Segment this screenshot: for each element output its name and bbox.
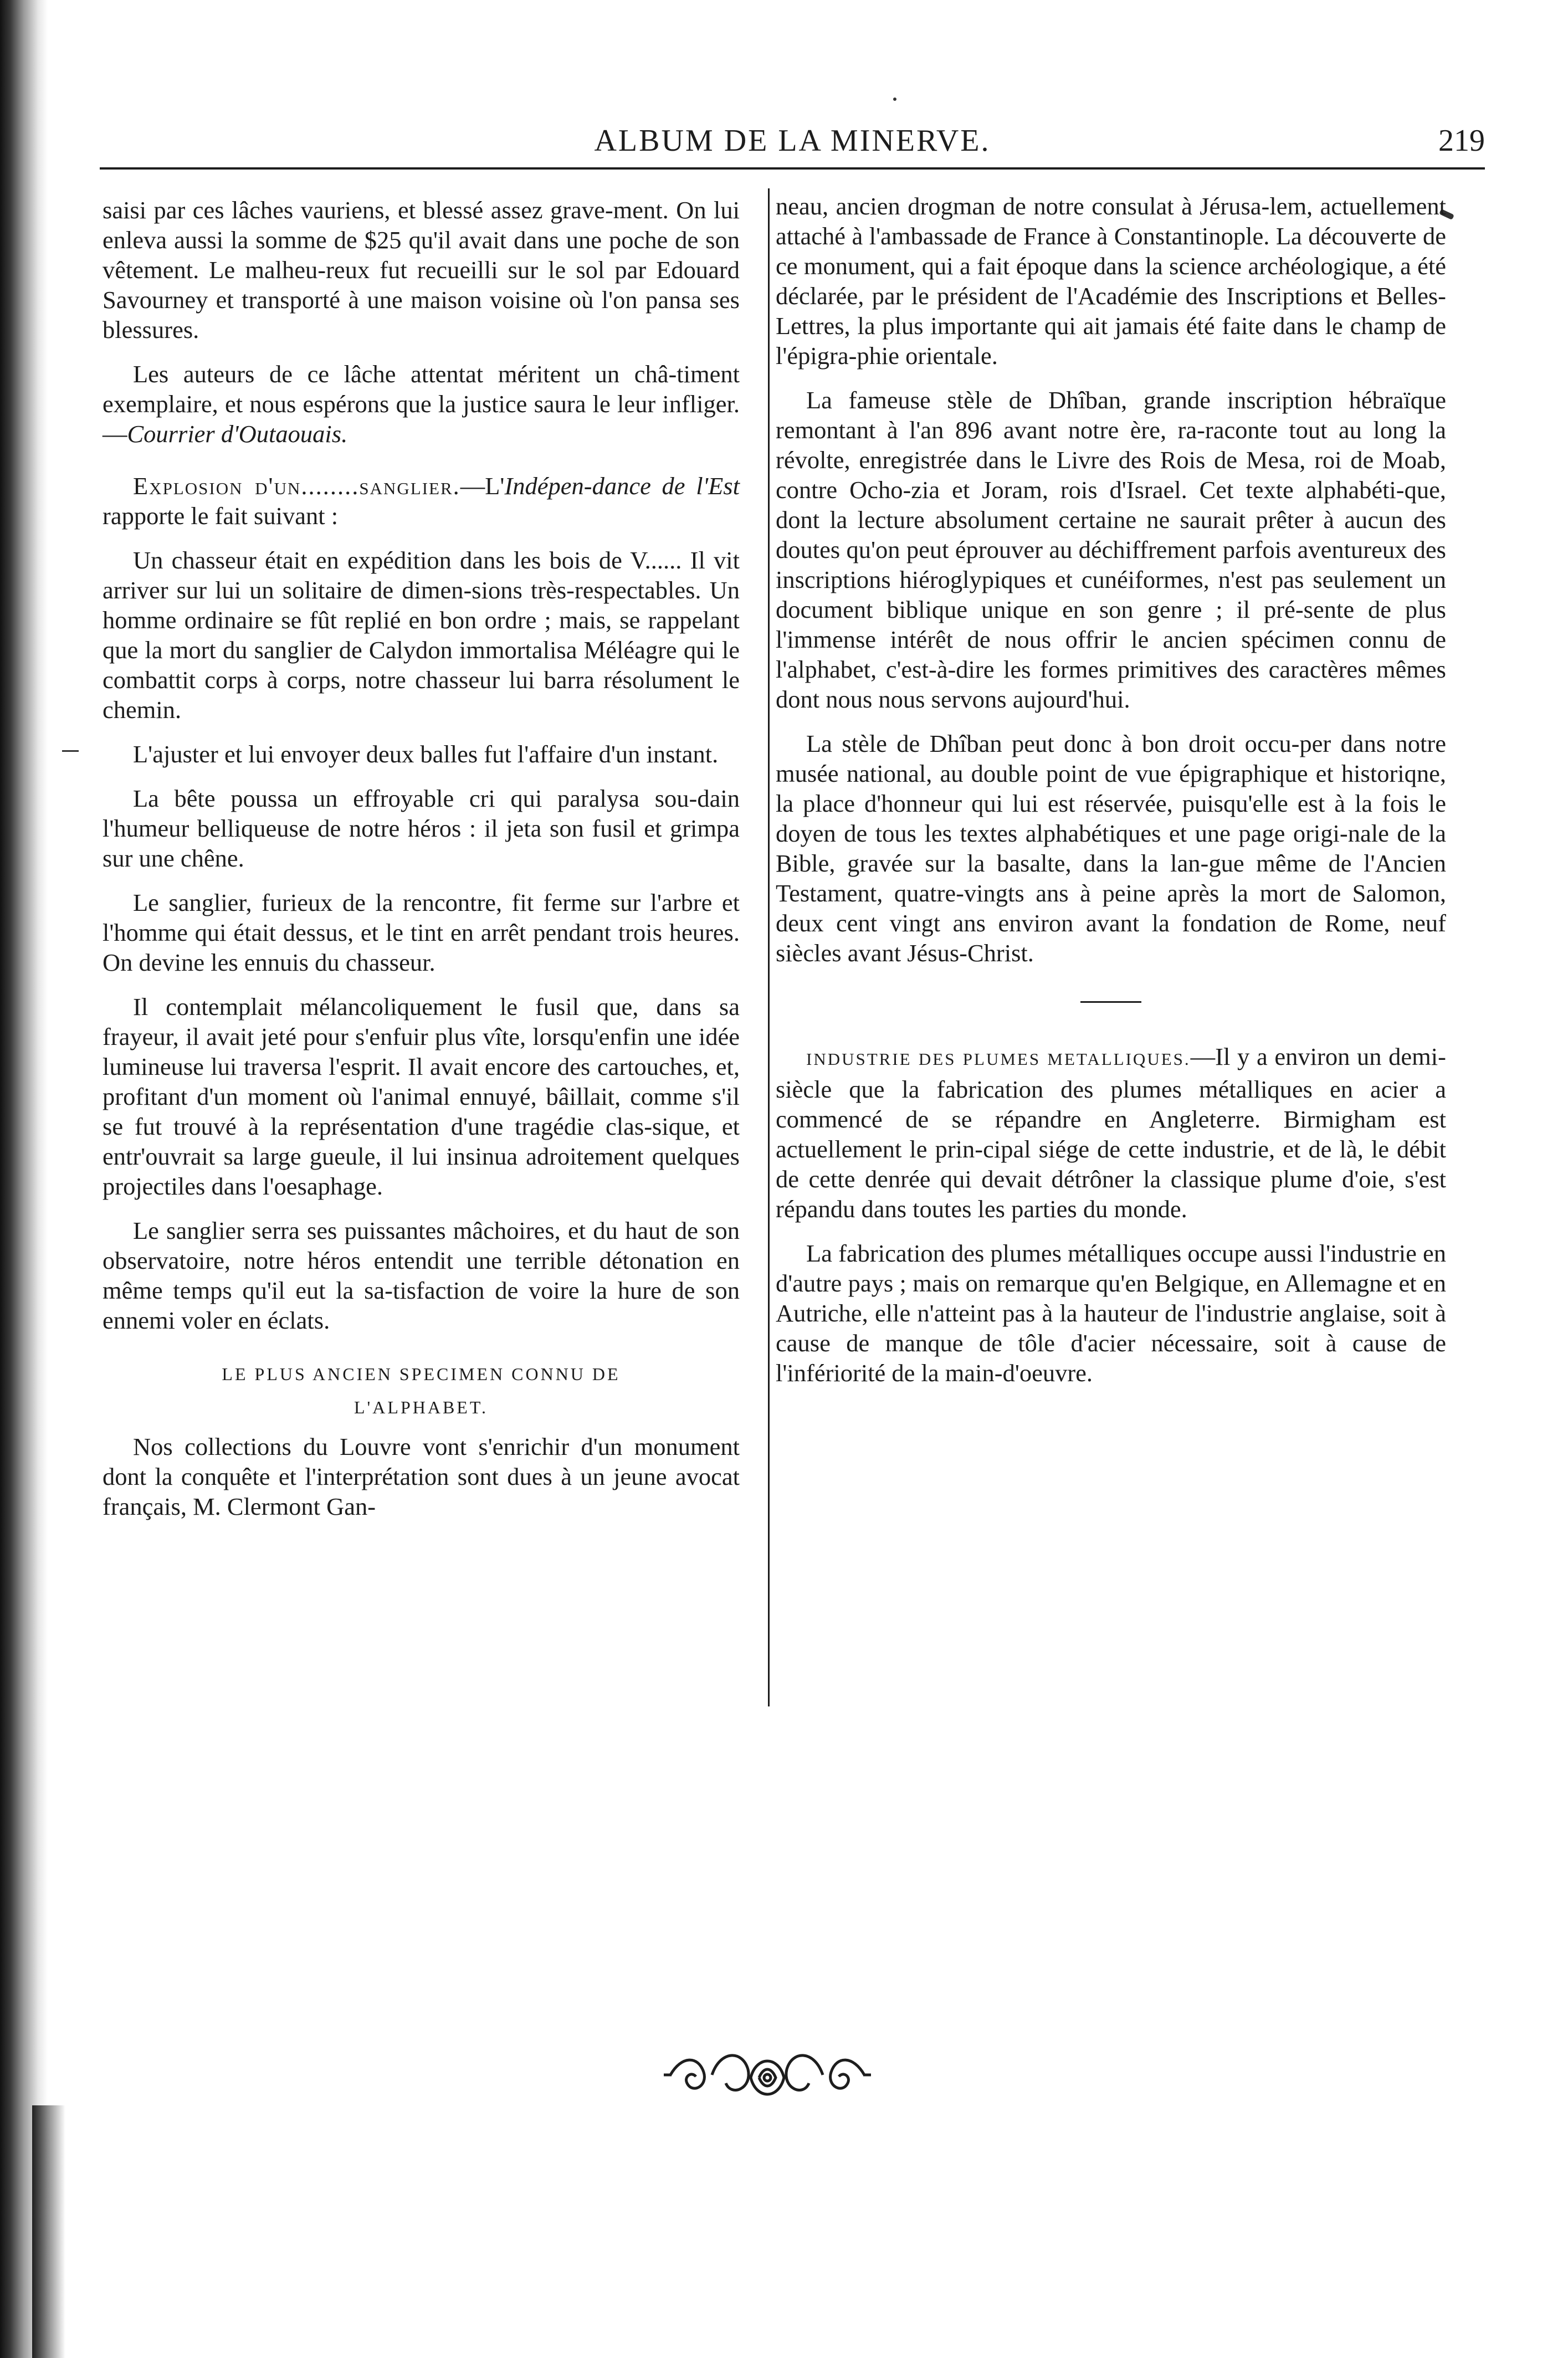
right-column	[776, 191, 1446, 1402]
paragraph: La fabrication des plumes métalliques occupe aussi l'industrie en d'autre pays ; mais on remarque qu'en Belgique, en Allemagne et en Autriche, elle n'atteint pas à la hauteur de l'industrie anglaise, soit à cause de manque de tôle d'acier nécessaire, soit à cause de l'infériorité de la main-d'oeuvre.	[776, 1239, 1446, 1387]
section-heading-line: L'ALPHABET.	[353, 1397, 489, 1417]
header-rule	[100, 167, 1485, 170]
left-column	[103, 195, 740, 1536]
section-heading-line: LE PLUS ANCIEN SPECIMEN CONNU DE	[222, 1364, 621, 1384]
paragraph: La bête poussa un effroyable cri qui paralysa sou-dain l'humeur belliqueuse de notre héros : il jeta son fusil et grimpa sur une chêne.	[103, 785, 740, 872]
paragraph: neau, ancien drogman de notre consulat à Jérusa-lem, actuellement attaché à l'ambassade de France à Constantinople. La découverte de ce monument, qui a fait époque dans la science archéologique, a été déclarée, par le président de l'Académie des Inscriptions et Belles-Lettres, la plus importante qui ait jamais été faite dans le champ de l'épigra-phie orientale.	[776, 192, 1446, 370]
paragraph: L'ajuster et lui envoyer deux balles fut l'affaire d'un instant.	[133, 740, 719, 768]
article-lead	[776, 1042, 1446, 1224]
paragraph	[103, 359, 740, 449]
paragraph: Il contemplait mélancoliquement le fusil que, dans sa frayeur, il avait jeté pour s'enfuir plus vîte, lorsqu'enfin une idée lumineuse lui traversa l'esprit. Il avait encore des cartouches, et, profitant d'un moment où l'animal ennuyé, bâillait, comme s'il se fut trouvé à la représentation d'une tragédie clas-sique, et entr'ouvrait sa large gueule, il lui insinua adroitement quelques projectiles dans l'oesaphage.	[103, 993, 740, 1200]
paragraph: La fameuse stèle de Dhîban, grande inscription hébraïque remontant à l'an 896 avant notre ère, ra-raconte tout au long la révolte, enregistrée dans le Livre des Rois de Mesa, roi de Moab, contre Ocho-zia et Joram, rois d'Israel. Cet texte alphabéti-que, dont la lecture absolument certaine ne saurait prêter à aucun des doutes qu'on peut éprouver au déchiffrement parfois aventureux des inscriptions hiéroglypiques et cunéiformes, n'est pas seulement un document biblique unique en son genre ; il pré-sente de plus l'immense intérêt de nous offrir le ancien spécimen connu de l'alphabet, c'est-à-dire les formes primitives des caractères mêmes dont nous nous servons aujourd'hui.	[776, 386, 1446, 713]
margin-mark	[62, 750, 79, 752]
paragraph: Le sanglier serra ses puissantes mâchoires, et du haut de son observatoire, notre héros entendit une terrible détonation en même temps qu'il eut la sa-tisfaction de voire la hure de son ennemi voler en éclats.	[103, 1217, 740, 1334]
section-separator	[1080, 1001, 1141, 1003]
column-divider	[768, 188, 770, 1706]
paragraph: La stèle de Dhîban peut donc à bon droit occu-per dans notre musée national, au double point de vue épigraphique et historiqne, la place d'honneur qui lui est réservée, puisqu'elle est à la fois le doyen de tous les textes alphabétiques et une page origi-nale de la Bible, gravée sur la basalte, dans la lan-gue même de l'Ancien Testament, quatre-vingts ans à peine après la mort de Salomon, deux cent vingt ans environ avant la fondation de Rome, neuf siècles avant Jésus-Christ.	[776, 730, 1446, 967]
paragraph-text: Les auteurs de ce lâche attentat méritent un châ-timent exemplaire, et nous espérons que la justice saura le leur infliger.—	[103, 360, 740, 448]
article-heading: Explosion d'un........sanglier.	[133, 472, 460, 500]
book-spine-shadow	[0, 0, 48, 2358]
paragraph: Un chasseur était en expédition dans les bois de V...... Il vit arriver sur lui un solitaire de dimen-sions très-respectables. Un homme ordinaire se fût replié en bon ordre ; mais, se rappelant que la mort du sanglier de Calydon immortalisa Méléagre qui le combattit corps à corps, notre chasseur lui barra résolument le chemin.	[103, 546, 740, 724]
source-citation: Indépen-dance de l'Est	[504, 472, 740, 500]
article-lead	[103, 471, 740, 531]
paragraph: saisi par ces lâches vauriens, et blessé assez grave-ment. On lui enleva aussi la somme de $25 qu'il avait dans une poche de son vêtement. Le malheu-reux fut recueilli sur le sol par Edouard Savourney et transporté à une maison voisine où l'on pansa ses blessures.	[103, 196, 740, 344]
journal-title: ALBUM DE LA MINERVE.	[594, 124, 991, 158]
article-dash: —L'	[460, 472, 505, 500]
page-edge-shadow	[32, 2105, 65, 2358]
paragraph: Nos collections du Louvre vont s'enrichir d'un monument dont la conquête et l'interprétation sont dues à un jeune avocat français, M. Clermont Gan-	[103, 1433, 740, 1520]
paragraph-text: —Il y a environ un demi-siècle que la fabrication des plumes métalliques en acier a commencé de se répandre en Angleterre. Birmigham est actuellement le prin-cipal siége de cette industrie, et de là, le débit de cette denrée qui devait détrôner la classique plume d'oie, s'est répandu dans toutes les parties du monde.	[776, 1043, 1446, 1223]
page-number: 219	[1438, 124, 1485, 158]
section-heading	[103, 1357, 740, 1424]
paragraph-text: rapporte le fait suivant :	[103, 502, 339, 530]
paragraph: Le sanglier, furieux de la rencontre, fit ferme sur l'arbre et l'homme qui était dessus, et le tint en arrêt pendant trois heures. On devine les ennuis du chasseur.	[103, 889, 740, 976]
source-citation: Courrier d'Outaouais.	[127, 420, 348, 448]
running-header	[100, 123, 1485, 167]
ink-speck	[893, 98, 896, 101]
fleuron-ornament-icon	[659, 2044, 875, 2105]
article-heading: INDUSTRIE DES PLUMES METALLIQUES.	[806, 1049, 1191, 1069]
